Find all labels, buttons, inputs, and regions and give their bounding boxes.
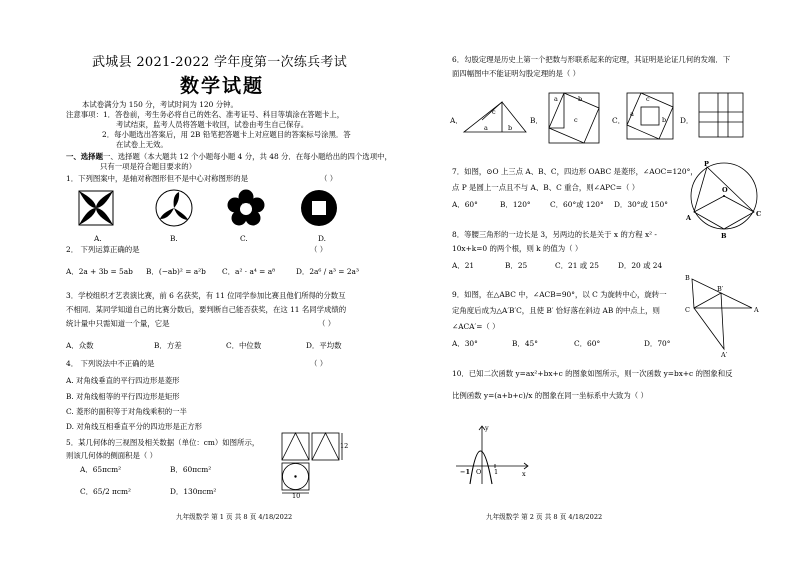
q4-option-d[interactable]: D. 对角线互相垂直平分的四边形是正方形: [66, 422, 203, 431]
q9-option-a[interactable]: A．30°: [452, 339, 478, 348]
q5-option-d[interactable]: D．130πcm²: [170, 487, 217, 496]
footer-page-1: 九年级数学 第 1 页 共 8 页 4/18/2022: [176, 513, 293, 521]
q1-figure-d: [300, 189, 338, 227]
q9-line-3: ∠ACA′=（ ）: [452, 322, 500, 331]
q3-line-1: 3．学校组织才艺表演比赛，前 6 名获奖，有 11 位同学参加比赛且他们所得的分数互: [66, 291, 346, 300]
svg-text:A′: A′: [721, 351, 728, 359]
q5-line-1: 5．某几何体的三视图及相关数据（单位：cm）如图所示，: [66, 438, 260, 447]
q6-option-a[interactable]: A．: [450, 116, 463, 125]
q8-option-d[interactable]: D．20 或 24: [618, 261, 663, 270]
q2-paren: （ ）: [310, 245, 328, 254]
q4-option-c[interactable]: C. 菱形的面积等于对角线乘积的一半: [66, 407, 187, 416]
q6-figure-c: [626, 92, 674, 142]
note-1b: 考试结束，监考人员将答题卡收回，试卷由考生自己保存。: [116, 120, 309, 129]
svg-text:O: O: [722, 186, 728, 194]
q1-option-d[interactable]: D.: [318, 234, 327, 243]
svg-text:b: b: [578, 95, 583, 103]
q7-circle-figure: [684, 158, 766, 240]
svg-text:O: O: [476, 468, 482, 476]
svg-text:−1: −1: [460, 468, 470, 476]
q7-option-d[interactable]: D．30°或 150°: [614, 200, 668, 209]
q6-option-c[interactable]: C．: [612, 116, 626, 125]
q9-option-c[interactable]: C．60°: [574, 339, 601, 348]
svg-text:c: c: [574, 116, 578, 124]
svg-text:B: B: [685, 274, 690, 282]
q8-line-1: 8．等腰三角形的一边长是 3，另两边的长是关于 x 的方程 x² -: [452, 230, 657, 239]
q3-option-b[interactable]: B．方差: [154, 341, 182, 350]
q2-option-d[interactable]: D．2a⁶ / a³ = 2a³: [296, 267, 359, 276]
q1-figure-c: [226, 189, 266, 229]
q1-figure-a: [78, 190, 114, 226]
svg-text:y: y: [485, 424, 489, 432]
q2-option-b[interactable]: B．(−ab)² = a²b: [146, 267, 206, 276]
q6-option-d[interactable]: D．: [680, 116, 694, 125]
q3-option-a[interactable]: A．众数: [66, 341, 94, 350]
svg-text:B: B: [721, 232, 727, 240]
q7-option-b[interactable]: B．120°: [500, 200, 531, 209]
svg-text:C: C: [756, 210, 762, 218]
q9-option-d[interactable]: D．70°: [644, 339, 671, 348]
q5-option-a[interactable]: A．65πcm²: [80, 465, 122, 474]
svg-text:P: P: [704, 160, 709, 168]
q3-line-3: 统计量中只需知道一个量，它是: [66, 319, 170, 328]
q6-line-2: 面四幅图中不能证明勾股定理的是（ ）: [452, 69, 580, 78]
note-score: 本试卷满分为 150 分，考试时间为 120 分钟。: [82, 100, 238, 109]
q1-text: 1．下列图案中，是轴对称图形但不是中心对称图形的是: [66, 174, 249, 183]
svg-text:b: b: [508, 124, 513, 132]
subject-title: 数学试题: [180, 75, 265, 97]
q2-option-a[interactable]: A．2a + 3b = 5ab: [66, 267, 133, 276]
q6-line-1: 6．勾股定理是历史上第一个把数与形联系起来的定理，其证明是论证几何的发端．下: [452, 55, 731, 64]
q1-figure-b: [155, 189, 193, 227]
svg-text:a: a: [630, 110, 634, 118]
q2-text: 2． 下列运算正确的是: [66, 245, 140, 254]
q5-option-b[interactable]: B．60πcm²: [170, 465, 212, 474]
svg-text:c: c: [492, 108, 496, 116]
q2-option-c[interactable]: C．a² · a⁴ = a⁸: [222, 267, 276, 276]
q9-rotation-figure: [684, 272, 764, 358]
footer-page-2: 九年级数学 第 2 页 共 8 页 4/18/2022: [486, 513, 603, 521]
q8-line-2: 10x+k=0 的两个根，则 k 的值为（ ）: [452, 244, 583, 253]
q1-option-b[interactable]: B.: [170, 234, 178, 243]
q1-option-c[interactable]: C.: [240, 234, 248, 243]
q6-figure-a: [462, 98, 528, 136]
q6-figure-b: [548, 92, 600, 144]
note-1: 注意事项：1．答卷前，考生务必将自己的姓名、准考证号、科目等填涂在答题卡上，: [66, 110, 345, 119]
svg-text:b: b: [662, 116, 667, 124]
q3-line-2: 不相同．某同学知道自己的比赛分数后，要判断自己能否获奖，在这 11 名同学成绩的: [66, 305, 347, 314]
svg-text:1: 1: [494, 468, 499, 476]
q4-option-a[interactable]: A. 对角线垂直的平行四边形是菱形: [66, 376, 180, 385]
q6-option-b[interactable]: B．: [530, 116, 543, 125]
q9-line-2: 定角度后成为△A′B′C，且使 B′ 恰好落在斜边 AB 的中点上，则: [452, 306, 660, 315]
q10-parabola-figure: [452, 422, 532, 486]
exam-title: 武城县 2021-2022 学年度第一次练兵考试: [92, 55, 348, 70]
q8-option-b[interactable]: B．25: [505, 261, 528, 270]
q10-line-1: 10．已知二次函数 y=ax²+bx+c 的图象如图所示，则一次函数 y=bx+c 的图象和反: [452, 369, 733, 378]
section-heading-2: 只有一项是符合题目要求的）: [100, 162, 197, 171]
q5-width-label: 10: [292, 492, 301, 500]
svg-text:a: a: [484, 124, 488, 132]
q7-option-a[interactable]: A．60°: [452, 200, 478, 209]
q10-line-2: 比例函数 y=(a+b+c)/x 的图象在同一坐标系中大致为（ ）: [452, 391, 648, 400]
section-heading: 一、选择题一、选择题（本大题共 12 个小题每小题 4 分，共 48 分．在每小题给出的四个选项中，: [66, 152, 392, 161]
q3-option-d[interactable]: D．平均数: [306, 341, 342, 350]
svg-text:A: A: [754, 306, 759, 314]
svg-text:C: C: [685, 306, 690, 314]
q4-paren: （ ）: [310, 359, 328, 368]
q5-option-c[interactable]: C．65/2 πcm²: [80, 487, 131, 496]
q9-option-b[interactable]: B．45°: [512, 339, 538, 348]
q6-figure-d: [698, 92, 744, 142]
q4-text: 4． 下列说法中不正确的是: [66, 359, 155, 368]
svg-text:c: c: [646, 95, 650, 103]
q3-paren: （ ）: [318, 319, 336, 328]
svg-text:B′: B′: [717, 285, 724, 293]
q1-paren: （ ）: [320, 174, 338, 183]
section-text: 一、选择题（本大题共 12 个小题每小题 4 分，共 48 分．在每小题给出的四个选项中，: [102, 152, 392, 161]
q4-option-b[interactable]: B. 对角线相等的平行四边形是矩形: [66, 392, 180, 401]
q5-height-label: 12: [340, 442, 349, 450]
svg-text:x: x: [522, 470, 526, 478]
q3-option-c[interactable]: C．中位数: [226, 341, 262, 350]
note-2: 2．每小题选出答案后，用 2B 铅笔把答题卡上对应题目的答案标号涂黑．答: [102, 130, 351, 139]
svg-text:A: A: [686, 214, 692, 222]
q7-line-1: 7．如图，⊙O 上三点 A、B、C，四边形 OABC 是菱形，∠AOC=120°，: [452, 167, 698, 176]
q5-three-view-figure: [280, 432, 350, 498]
q1-option-a[interactable]: A.: [94, 234, 102, 243]
q8-option-c[interactable]: C．21 或 25: [555, 261, 599, 270]
note-2b: 在试卷上无效。: [116, 140, 168, 149]
q7-line-2: 点 P 是圆上一点且不与 A、B、C 重合，则∠APC=（ ）: [452, 183, 640, 192]
svg-text:a: a: [554, 95, 558, 103]
q7-option-c[interactable]: C．60°或 120°: [550, 200, 604, 209]
q9-line-1: 9．如图，在△ABC 中，∠ACB=90°，以 C 为旋转中心，旋转一: [452, 290, 667, 299]
q8-option-a[interactable]: A．21: [452, 261, 475, 270]
q5-line-2: 则该几何体的侧面积是（ ）: [66, 451, 158, 460]
